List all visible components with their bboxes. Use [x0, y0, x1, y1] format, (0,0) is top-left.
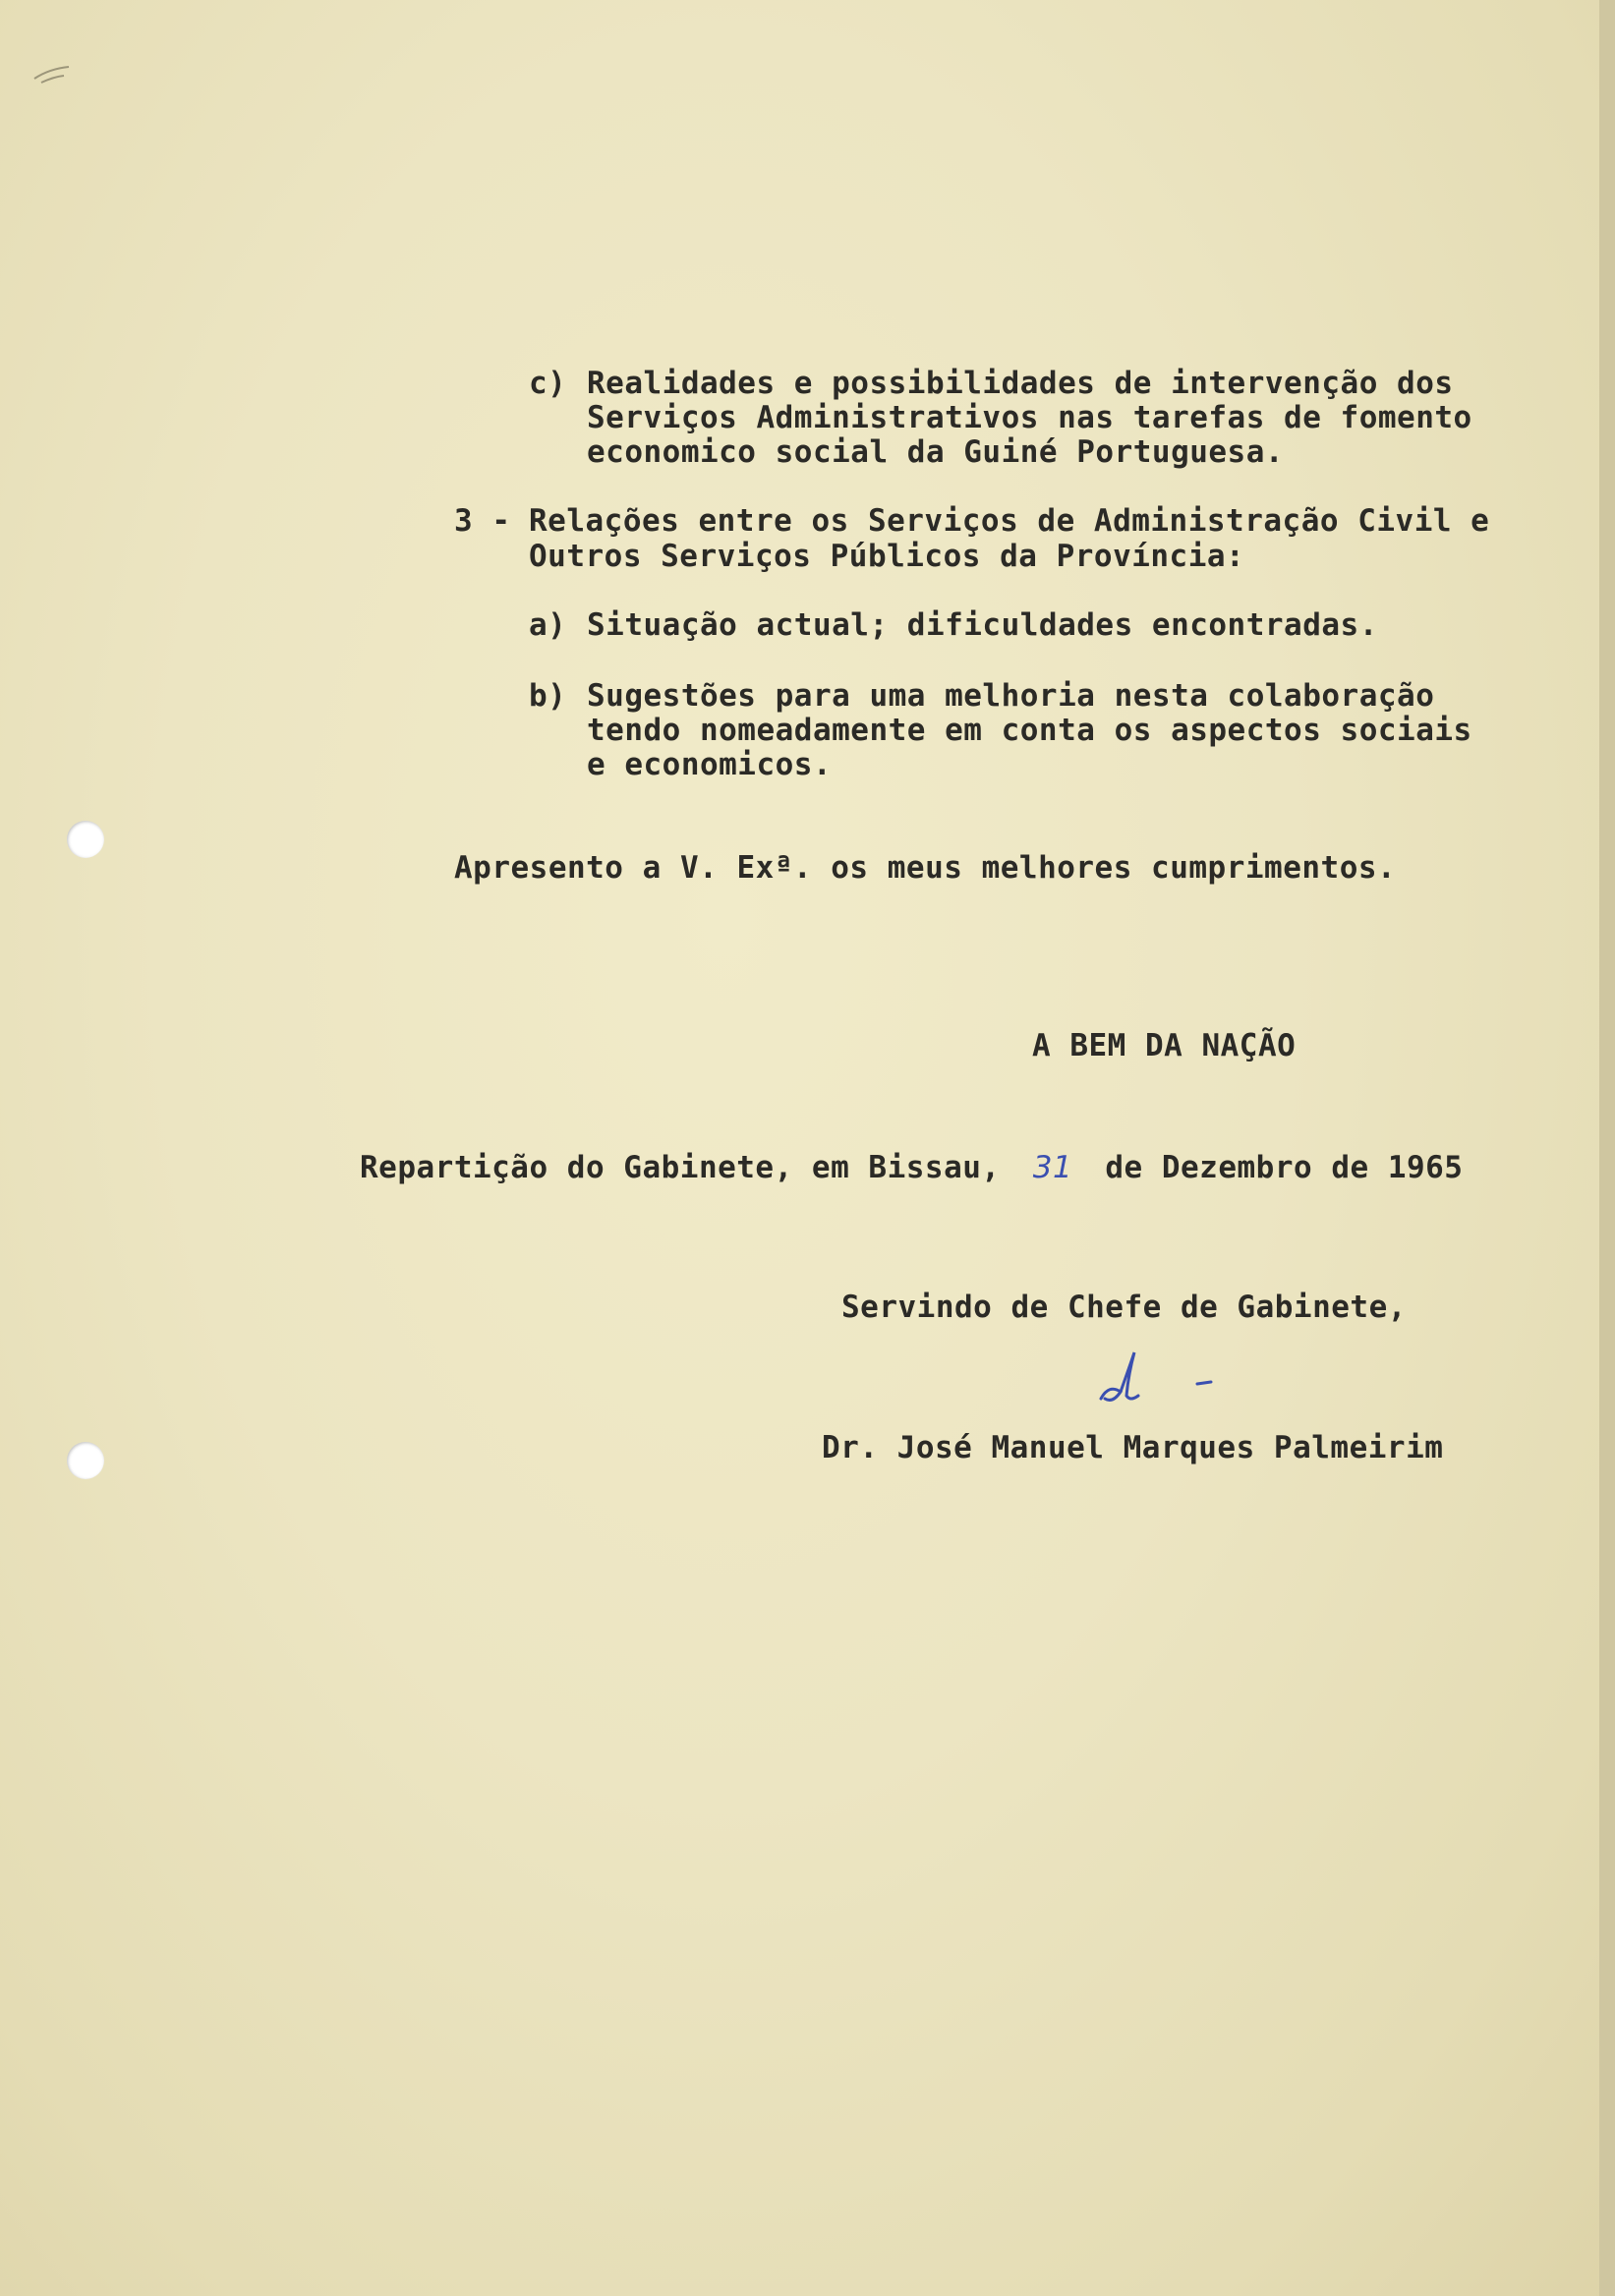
section-3b-marker: b)	[529, 678, 567, 714]
closing-line: Apresento a V. Exª. os meus melhores cumprimentos.	[454, 850, 1397, 886]
punch-hole-bottom	[67, 1442, 104, 1479]
section-c-line-1: Realidades e possibilidades de intervenção dos	[587, 366, 1454, 401]
signatory-role: Servindo de Chefe de Gabinete,	[841, 1290, 1407, 1325]
section-3-line-2: Outros Serviços Públicos da Província:	[529, 539, 1245, 574]
section-3a-marker: a)	[529, 607, 567, 643]
section-3a-line-1: Situação actual; dificuldades encontradas.	[587, 607, 1378, 643]
signatory-name: Dr. José Manuel Marques Palmeirim	[822, 1430, 1444, 1465]
section-3b-line-2: tendo nomeadamente em conta os aspectos sociais	[587, 713, 1472, 748]
section-3-line-1: Relações entre os Serviços de Administração Civil e	[529, 503, 1490, 539]
section-c-line-3: economico social da Guiné Portuguesa.	[587, 434, 1285, 470]
dateline	[360, 1150, 1463, 1185]
section-3b-line-3: e economicos.	[587, 747, 833, 782]
section-c-line-2: Serviços Administrativos nas tarefas de fomento	[587, 400, 1472, 435]
section-c-marker: c)	[529, 366, 567, 401]
dateline-prefix: Repartição do Gabinete, em Bissau,	[360, 1150, 1001, 1185]
dateline-day: 31	[1032, 1150, 1073, 1185]
handwritten-signature	[1091, 1345, 1239, 1413]
paper-edge	[1599, 0, 1615, 2296]
section-3b-line-1: Sugestões para uma melhoria nesta colaboração	[587, 678, 1435, 714]
section-3-marker: 3 -	[454, 503, 511, 539]
punch-hole-top	[67, 821, 104, 858]
motto: A BEM DA NAÇÃO	[1032, 1028, 1297, 1063]
dateline-suffix: de Dezembro de 1965	[1105, 1150, 1464, 1185]
pencil-mark	[29, 59, 88, 88]
